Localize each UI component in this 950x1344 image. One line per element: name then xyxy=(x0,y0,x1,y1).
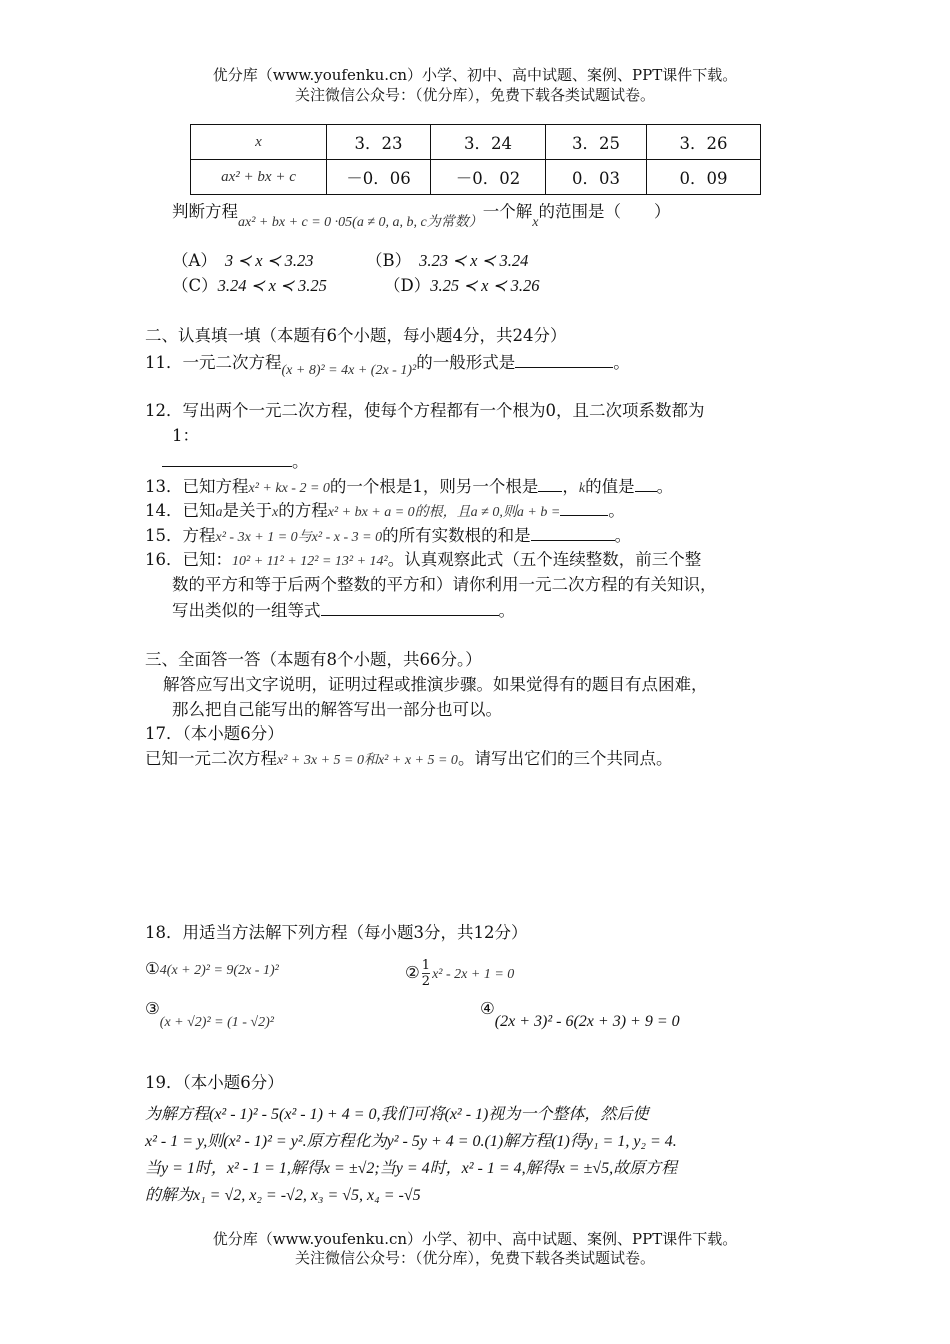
option-d[interactable]: （D）3.25 ≺ x ≺ 3.26 xyxy=(384,276,540,295)
q19-line-3: 当y = 1时，x² - 1 = 1,解得x = ±√2;当y = 4时，x² - 1 = 4,解得x = ±√5,故原方程 xyxy=(145,1160,678,1177)
site-footer-line-1: 优分库（www.youfenku.cn）小学、初中、高中试题、案例、PPT课件下载。 xyxy=(212,1230,738,1248)
q16-line-1: 16．已知：10² + 11² + 12² = 13² + 14²。认真观察此式（五个连续整数，前三个整 xyxy=(145,550,702,569)
q19-line-2: x² - 1 = y,则(x² - 1)² = y².原方程化为y² - 5y + 4 = 0.(1)解方程(1)得y₁ = 1, y₂ = 4. xyxy=(145,1133,677,1150)
table-cell: 3．25 xyxy=(546,125,647,160)
section-2-title: 二、认真填一填（本题有6个小题，每小题4分，共24分） xyxy=(145,326,567,345)
q11: 11．一元二次方程$_{(x + 8)^2 = 4x + (2x - 1)^2}$的一般形式是 。 xyxy=(145,353,630,378)
table-cell: －0．02 xyxy=(431,160,546,195)
q16-line-2: 数的平方和等于后两个整数的平方和）请你利用一元二次方程的有关知识， xyxy=(172,575,717,594)
q12-answer: 。 xyxy=(162,450,309,473)
table-cell: 0．09 xyxy=(647,160,761,195)
q12-line-2: 1： xyxy=(172,426,199,445)
table-cell: －0．06 xyxy=(327,160,431,195)
site-footer-line-2: 关注微信公众号：（优分库），免费下载各类试题试卷。 xyxy=(294,1249,655,1267)
option-c[interactable]: （C）3.24 ≺ x ≺ 3.25 xyxy=(172,276,327,295)
q18-part-1: ①4(x + 2)² = 9(2x - 1)² xyxy=(145,959,279,978)
row-label-x: x xyxy=(191,125,327,160)
table-row xyxy=(191,125,761,160)
answer-blank[interactable] xyxy=(531,524,615,541)
answer-blank[interactable] xyxy=(515,351,613,368)
answer-blank[interactable] xyxy=(321,599,499,616)
q12-line-1: 12．写出两个一元二次方程，使每个方程都有一个根为0，且二次项系数都为 xyxy=(145,401,705,420)
q10-equation: ax² + bx + c = 0 ·05(a ≠ 0, a, b, c为常数） xyxy=(238,215,483,230)
q17-stem: 已知一元二次方程x² + 3x + 5 = 0和x² + x + 5 = 0。请写出它们的三个共同点。 xyxy=(145,749,673,768)
fraction-one-half: $\frac{1}{2}$ xyxy=(421,958,431,989)
table-cell: 3．24 xyxy=(431,125,546,160)
q18-part-2: ② $\frac{1}{2}$ x² - 2x + 1 = 0 xyxy=(405,958,515,989)
q18-part-4: ④(2x + 3)² - 6(2x + 3) + 9 = 0 xyxy=(480,999,680,1030)
q15: 15．方程x² - 3x + 1 = 0与x² - x - 3 = 0的所有实数根的和是 。 xyxy=(145,526,632,545)
table-cell: 0．03 xyxy=(546,160,647,195)
section-3-title: 三、全面答一答（本题有8个小题，共66分。） xyxy=(145,650,482,669)
option-b[interactable]: （B） 3.23 ≺ x ≺ 3.24 xyxy=(366,251,529,270)
answer-blank[interactable] xyxy=(560,499,608,516)
q18-title: 18．用适当方法解下列方程（每小题3分，共12分） xyxy=(145,923,528,942)
q16-line-3: 写出类似的一组等式 。 xyxy=(172,601,515,620)
q18-part-3: $③_{(x + √2)^2 = (1 - √2)^2}$ xyxy=(145,999,274,1030)
q10-stem: 判断方程$_{ax^2 + bx + c = 0 \cdot 05(a \ne 0, a, b, c为常数)}$一个解$_x$的范围是（ ） xyxy=(172,202,671,230)
q13: 13．已知方程x² + kx - 2 = 0的一个根是1，则另一个根是 ，k的值是 。 xyxy=(145,477,674,496)
table-row xyxy=(191,160,761,195)
value-table xyxy=(190,124,761,195)
table-cell: 3．23 xyxy=(327,125,431,160)
q17-title: 17．（本小题6分） xyxy=(145,724,284,743)
table-cell: 3．26 xyxy=(647,125,761,160)
answer-blank[interactable] xyxy=(538,475,562,492)
row-label-quadratic: ax² + bx + c xyxy=(191,160,327,195)
q19-line-4: 的解为x₁ = √2, x₂ = -√2, x₃ = √5, x₄ = -√5 xyxy=(145,1187,421,1204)
section-3-intro-1: 解答应写出文字说明，证明过程或推演步骤。如果觉得有的题目有点困难， xyxy=(163,675,708,694)
answer-blank[interactable] xyxy=(162,450,292,467)
section-3-intro-2: 那么把自己能写出的解答写出一部分也可以。 xyxy=(172,700,502,719)
site-header-line-2: 关注微信公众号：（优分库），免费下载各类试题试卷。 xyxy=(294,86,655,104)
option-a[interactable]: （A） 3 ≺ x ≺ 3.23 xyxy=(172,251,314,270)
answer-blank[interactable] xyxy=(635,475,657,492)
q19-title: 19．（本小题6分） xyxy=(145,1073,284,1092)
q14: 14．已知a是关于x的方程x² + bx + a = 0的根，且a ≠ 0,则a + b = 。 xyxy=(145,501,625,520)
site-header-line-1: 优分库（www.youfenku.cn）小学、初中、高中试题、案例、PPT课件下载。 xyxy=(212,66,738,84)
q19-line-1: 为解方程(x² - 1)² - 5(x² - 1) + 4 = 0,我们可将(x² - 1)视为一个整体，然后使 xyxy=(145,1106,649,1123)
